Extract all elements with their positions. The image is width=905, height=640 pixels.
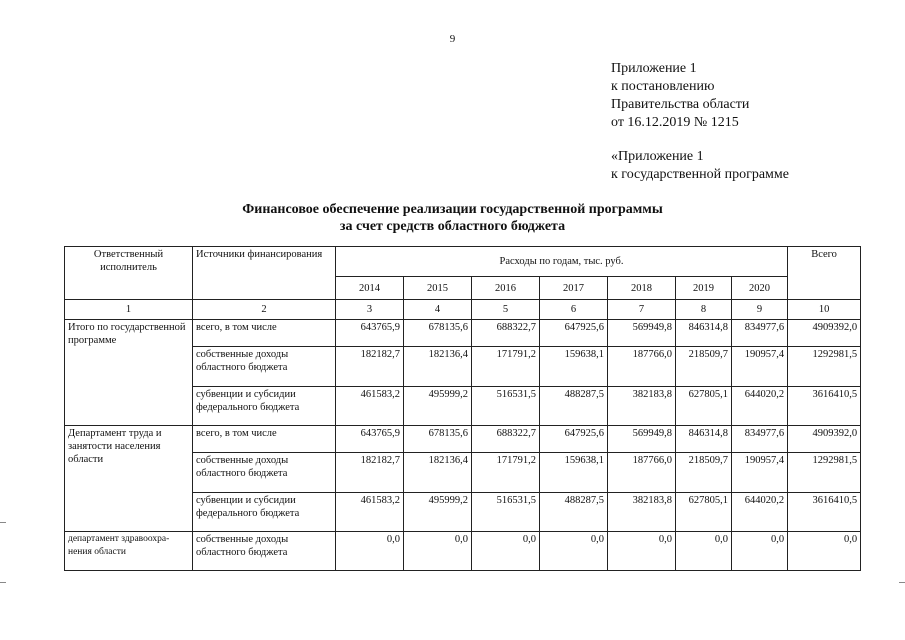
source-cell: субвенции и субсидии федерального бюджета xyxy=(193,387,336,426)
value-cell: 382183,8 xyxy=(608,387,676,426)
source-cell: всего, в том числе xyxy=(193,426,336,453)
value-cell: 516531,5 xyxy=(472,493,540,532)
value-cell: 569949,8 xyxy=(608,426,676,453)
value-cell: 187766,0 xyxy=(608,453,676,493)
header-sources: Источники финансирования xyxy=(193,247,336,300)
source-cell: субвенции и субсидии федерального бюджета xyxy=(193,493,336,532)
scan-mark xyxy=(0,582,6,583)
value-cell: 627805,1 xyxy=(676,387,732,426)
table-row xyxy=(65,532,861,571)
total-cell: 1292981,5 xyxy=(788,453,861,493)
scan-mark xyxy=(0,522,6,523)
value-cell: 834977,6 xyxy=(732,320,788,347)
value-cell: 182136,4 xyxy=(404,347,472,387)
scan-mark xyxy=(899,582,905,583)
value-cell: 218509,7 xyxy=(676,453,732,493)
value-cell: 0,0 xyxy=(336,532,404,571)
value-cell: 569949,8 xyxy=(608,320,676,347)
value-cell: 643765,9 xyxy=(336,320,404,347)
source-cell: всего, в том числе xyxy=(193,320,336,347)
value-cell: 159638,1 xyxy=(540,453,608,493)
value-cell: 627805,1 xyxy=(676,493,732,532)
appendix-line: «Приложение 1 xyxy=(611,149,704,164)
column-number: 2 xyxy=(193,300,336,320)
header-year: 2016 xyxy=(472,277,540,300)
value-cell: 688322,7 xyxy=(472,426,540,453)
value-cell: 218509,7 xyxy=(676,347,732,387)
value-cell: 461583,2 xyxy=(336,387,404,426)
source-cell: собственные доходы областного бюджета xyxy=(193,453,336,493)
header-executor: Ответственный исполнитель xyxy=(65,247,193,300)
header-year: 2020 xyxy=(732,277,788,300)
value-cell: 495999,2 xyxy=(404,493,472,532)
value-cell: 461583,2 xyxy=(336,493,404,532)
document-title xyxy=(0,201,905,235)
total-cell: 1292981,5 xyxy=(788,347,861,387)
total-cell: 0,0 xyxy=(788,532,861,571)
value-cell: 159638,1 xyxy=(540,347,608,387)
total-cell: 3616410,5 xyxy=(788,493,861,532)
value-cell: 834977,6 xyxy=(732,426,788,453)
appendix-line: Правительства области xyxy=(611,97,750,112)
column-number: 3 xyxy=(336,300,404,320)
value-cell: 488287,5 xyxy=(540,493,608,532)
total-cell: 4909392,0 xyxy=(788,426,861,453)
value-cell: 171791,2 xyxy=(472,453,540,493)
value-cell: 643765,9 xyxy=(336,426,404,453)
value-cell: 182182,7 xyxy=(336,453,404,493)
value-cell: 488287,5 xyxy=(540,387,608,426)
header-expenses: Расходы по годам, тыс. руб. xyxy=(336,247,788,277)
value-cell: 187766,0 xyxy=(608,347,676,387)
value-cell: 647925,6 xyxy=(540,320,608,347)
appendix-line: Приложение 1 xyxy=(611,61,697,76)
value-cell: 688322,7 xyxy=(472,320,540,347)
table-header xyxy=(65,247,861,320)
column-number: 8 xyxy=(676,300,732,320)
value-cell: 0,0 xyxy=(608,532,676,571)
table-row xyxy=(65,426,861,453)
value-cell: 846314,8 xyxy=(676,426,732,453)
value-cell: 678135,6 xyxy=(404,320,472,347)
value-cell: 846314,8 xyxy=(676,320,732,347)
header-year: 2018 xyxy=(608,277,676,300)
value-cell: 0,0 xyxy=(404,532,472,571)
title-line: Финансовое обеспечение реализации государственной программы xyxy=(242,202,663,217)
total-cell: 4909392,0 xyxy=(788,320,861,347)
column-number: 5 xyxy=(472,300,540,320)
value-cell: 495999,2 xyxy=(404,387,472,426)
value-cell: 647925,6 xyxy=(540,426,608,453)
table-body xyxy=(65,320,861,571)
title-line: за счет средств областного бюджета xyxy=(339,219,566,234)
value-cell: 0,0 xyxy=(472,532,540,571)
value-cell: 171791,2 xyxy=(472,347,540,387)
program-appendix-block xyxy=(611,148,789,184)
total-cell: 3616410,5 xyxy=(788,387,861,426)
executor-cell: Итого по государственной программе xyxy=(65,320,193,426)
header-year: 2019 xyxy=(676,277,732,300)
header-year: 2017 xyxy=(540,277,608,300)
value-cell: 182182,7 xyxy=(336,347,404,387)
column-number: 1 xyxy=(65,300,193,320)
value-cell: 516531,5 xyxy=(472,387,540,426)
table-row xyxy=(65,320,861,347)
header-year: 2015 xyxy=(404,277,472,300)
column-number: 10 xyxy=(788,300,861,320)
appendix-block xyxy=(611,60,749,132)
header-year: 2014 xyxy=(336,277,404,300)
appendix-line: к постановлению xyxy=(611,79,715,94)
value-cell: 190957,4 xyxy=(732,347,788,387)
page-number: 9 xyxy=(449,33,456,45)
executor-cell: департамент здравоохра-нения области xyxy=(65,532,193,571)
financing-table xyxy=(64,246,861,571)
value-cell: 0,0 xyxy=(676,532,732,571)
column-number: 7 xyxy=(608,300,676,320)
header-total: Всего xyxy=(788,247,861,300)
column-number: 6 xyxy=(540,300,608,320)
executor-cell: Департамент труда и занятости населения области xyxy=(65,426,193,532)
appendix-line: к государственной программе xyxy=(611,167,789,182)
column-number: 4 xyxy=(404,300,472,320)
column-number: 9 xyxy=(732,300,788,320)
value-cell: 190957,4 xyxy=(732,453,788,493)
value-cell: 382183,8 xyxy=(608,493,676,532)
appendix-line: от 16.12.2019 № 1215 xyxy=(611,115,739,130)
value-cell: 0,0 xyxy=(540,532,608,571)
value-cell: 678135,6 xyxy=(404,426,472,453)
value-cell: 182136,4 xyxy=(404,453,472,493)
source-cell: собственные доходы областного бюджета xyxy=(193,347,336,387)
value-cell: 644020,2 xyxy=(732,387,788,426)
source-cell: собственные доходы областного бюджета xyxy=(193,532,336,571)
value-cell: 0,0 xyxy=(732,532,788,571)
value-cell: 644020,2 xyxy=(732,493,788,532)
